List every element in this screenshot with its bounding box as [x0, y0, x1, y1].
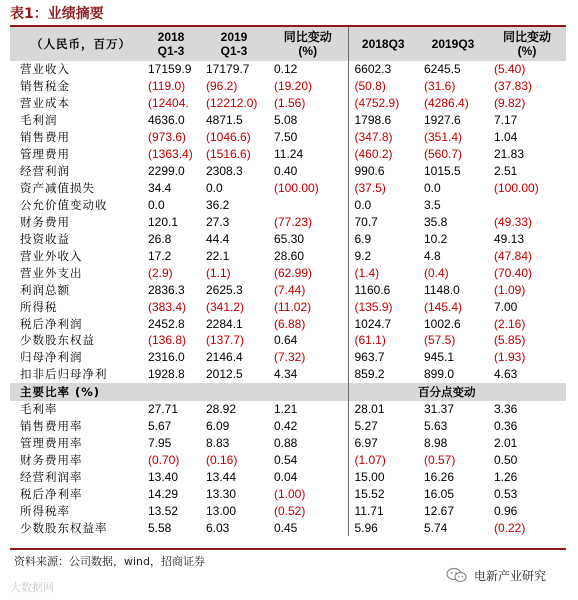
- table-cell: 5.74: [424, 520, 448, 535]
- table-cell: (77.23): [274, 214, 313, 229]
- table-header-row: [10, 27, 566, 61]
- table-cell: (11.02): [274, 299, 312, 314]
- table-cell: (0.22): [494, 520, 526, 535]
- row-label: 财务费用率: [20, 453, 83, 468]
- table-row: [10, 112, 566, 129]
- table-row: [10, 298, 566, 315]
- table-cell: 44.4: [206, 231, 230, 246]
- table-cell: (560.7): [424, 147, 463, 162]
- table-cell: (47.84): [494, 248, 533, 263]
- table-row: [10, 502, 566, 519]
- table-cell: 963.7: [348, 349, 418, 366]
- section-points-label: 百分点变动: [418, 383, 566, 401]
- row-label: 毛利润: [20, 113, 58, 128]
- row-label: 销售税金: [20, 79, 70, 94]
- table-cell: (0.4): [424, 265, 449, 280]
- row-label: 营业外支出: [20, 265, 83, 280]
- table-cell: 945.1: [424, 350, 455, 365]
- table-cell: (1.09): [494, 282, 526, 297]
- bottom-rule: [10, 548, 566, 550]
- table-cell: 0.54: [274, 453, 298, 468]
- table-cell: 22.1: [206, 248, 230, 263]
- table-cell: (100.00): [494, 181, 539, 196]
- table-row: [10, 197, 566, 214]
- table-cell: 1148.0: [424, 282, 460, 297]
- table-cell: 0.12: [274, 62, 298, 77]
- table-row: [10, 213, 566, 230]
- table-cell: (57.5): [424, 333, 456, 348]
- header-2018q3: 2018Q3: [348, 27, 418, 61]
- table-cell: 17179.7: [206, 62, 250, 77]
- table-cell: 859.2: [348, 366, 418, 383]
- table-cell: 6.9: [348, 230, 418, 247]
- section-cell: [348, 383, 418, 401]
- header-unit: （人民币，百万）: [10, 27, 142, 61]
- row-label: 销售费用率: [20, 419, 83, 434]
- table-cell: (1516.6): [206, 147, 251, 162]
- section-label: 主要比率 (%): [10, 383, 142, 401]
- ratios-section-header: [10, 383, 566, 401]
- table-cell: 4.63: [494, 367, 518, 382]
- table-cell: (62.99): [274, 265, 313, 280]
- table-cell: 36.2: [206, 197, 230, 212]
- table-cell: (136.8): [148, 333, 187, 348]
- table-cell: (1.00): [274, 486, 306, 501]
- table-cell: 6.09: [206, 419, 230, 434]
- table-cell: 6.03: [206, 520, 230, 535]
- table-cell: (351.4): [424, 130, 463, 145]
- table-cell: 5.27: [348, 418, 418, 435]
- table-cell: (145.4): [424, 299, 463, 314]
- row-label: 管理费用率: [20, 436, 83, 451]
- table-cell: [488, 197, 566, 214]
- table-cell: 120.1: [148, 214, 179, 229]
- table-cell: (100.00): [274, 181, 319, 196]
- table-row: [10, 366, 566, 383]
- table-cell: [268, 197, 348, 214]
- table-cell: 6245.5: [424, 62, 461, 77]
- table-cell: (49.33): [494, 214, 533, 229]
- table-cell: 21.83: [494, 147, 525, 162]
- table-cell: 0.42: [274, 419, 298, 434]
- table-cell: (12212.0): [206, 96, 258, 111]
- table-row: [10, 315, 566, 332]
- table-cell: 0.88: [274, 436, 298, 451]
- row-label: 税后净利润: [20, 316, 83, 331]
- table-cell: 990.6: [348, 163, 418, 180]
- table-cell: 3.36: [494, 402, 518, 417]
- row-label: 营业成本: [20, 96, 70, 111]
- table-cell: 2452.8: [148, 316, 185, 331]
- table-cell: 49.13: [494, 231, 525, 246]
- section-cell: [268, 383, 348, 401]
- table-row: [10, 230, 566, 247]
- table-cell: 17159.9: [148, 62, 192, 77]
- table-cell: (1046.6): [206, 130, 251, 145]
- table-cell: (1.56): [274, 96, 306, 111]
- table-cell: 1.04: [494, 130, 518, 145]
- table-cell: 1927.6: [424, 113, 461, 128]
- row-label: 销售费用: [20, 130, 70, 145]
- table-cell: 0.0: [206, 181, 223, 196]
- table-cell: 8.83: [206, 436, 230, 451]
- table-cell: 6602.3: [348, 61, 418, 78]
- table-cell: 17.2: [148, 248, 172, 263]
- header-yoy-change: 同比变动 (%): [268, 27, 348, 61]
- table-row: [10, 452, 566, 469]
- table-cell: (137.7): [206, 333, 245, 348]
- table-cell: 2.51: [494, 164, 518, 179]
- table-row: [10, 78, 566, 95]
- table-cell: 2308.3: [206, 164, 243, 179]
- table-cell: 28.92: [206, 402, 237, 417]
- table-cell: (4286.4): [424, 96, 469, 111]
- table-cell: (37.5): [348, 180, 418, 197]
- row-label: 税后净利率: [20, 486, 83, 501]
- table-cell: 2.01: [494, 436, 518, 451]
- table-cell: 0.0: [348, 197, 418, 214]
- table-cell: (0.70): [148, 453, 180, 468]
- table-cell: 15.00: [348, 469, 418, 486]
- table-cell: 2284.1: [206, 316, 243, 331]
- table-cell: 27.3: [206, 214, 230, 229]
- table-cell: 13.52: [148, 503, 179, 518]
- row-label: 财务费用: [20, 214, 70, 229]
- table-cell: 7.00: [494, 299, 518, 314]
- watermark-left: 大数据网: [10, 581, 54, 594]
- table-cell: (1.4): [348, 264, 418, 281]
- table-row: [10, 469, 566, 486]
- results-table: [10, 27, 566, 536]
- table-cell: 0.45: [274, 520, 298, 535]
- table-cell: 0.40: [274, 164, 298, 179]
- table-cell: 7.50: [274, 130, 298, 145]
- table-row: [10, 486, 566, 503]
- table-row: [10, 349, 566, 366]
- row-label: 所得税: [20, 299, 58, 314]
- table-cell: 11.71: [348, 502, 418, 519]
- table-cell: (1.93): [494, 350, 526, 365]
- table-cell: (460.2): [348, 146, 418, 163]
- table-row: [10, 95, 566, 112]
- table-cell: 8.98: [424, 436, 448, 451]
- table-cell: 5.96: [348, 519, 418, 536]
- table-cell: (2.16): [494, 316, 526, 331]
- table-cell: 2316.0: [148, 350, 185, 365]
- table-cell: 28.60: [274, 248, 305, 263]
- table-cell: 13.30: [206, 486, 237, 501]
- table-cell: (70.40): [494, 265, 533, 280]
- table-cell: 11.24: [274, 147, 304, 162]
- table-cell: 5.08: [274, 113, 298, 128]
- table-cell: (37.83): [494, 79, 533, 94]
- row-label: 公允价值变动收: [20, 197, 108, 212]
- table-cell: 14.29: [148, 486, 179, 501]
- row-label: 管理费用: [20, 147, 70, 162]
- table-cell: 27.71: [148, 402, 179, 417]
- table-row: [10, 264, 566, 281]
- table-cell: 4.8: [424, 248, 441, 263]
- section-cell: [142, 383, 200, 401]
- table-cell: (0.52): [274, 503, 306, 518]
- table-cell: 899.0: [424, 367, 455, 382]
- table-cell: (973.6): [148, 130, 187, 145]
- table-cell: 2146.4: [206, 350, 243, 365]
- header-2019q3: 2019Q3: [418, 27, 488, 61]
- table-cell: (383.4): [148, 299, 187, 314]
- row-label: 资产减值损失: [20, 181, 95, 196]
- table-cell: 7.95: [148, 436, 172, 451]
- table-cell: (347.8): [348, 129, 418, 146]
- table-cell: (1.1): [206, 265, 231, 280]
- table-cell: 2625.3: [206, 282, 243, 297]
- table-cell: (5.85): [494, 333, 526, 348]
- row-label: 营业收入: [20, 62, 70, 77]
- table-row: [10, 146, 566, 163]
- table-row: [10, 435, 566, 452]
- table-cell: (12404.: [148, 96, 189, 111]
- table-cell: 31.37: [424, 402, 455, 417]
- table-cell: 16.26: [424, 470, 455, 485]
- table-cell: 1160.6: [348, 281, 418, 298]
- row-label: 经营利润率: [20, 470, 83, 485]
- row-label: 毛利率: [20, 402, 58, 417]
- row-label: 投资收益: [20, 231, 70, 246]
- table-cell: (1363.4): [148, 147, 193, 162]
- table-cell: 5.58: [148, 520, 172, 535]
- row-label: 利润总额: [20, 282, 70, 297]
- table-cell: 16.05: [424, 486, 455, 501]
- table-cell: 0.04: [274, 470, 298, 485]
- table-row: [10, 129, 566, 146]
- table-cell: (19.20): [274, 79, 313, 94]
- table-row: [10, 281, 566, 298]
- table-row: [10, 163, 566, 180]
- table-cell: 4636.0: [148, 113, 185, 128]
- table-cell: 0.0: [424, 181, 441, 196]
- table-cell: 70.7: [348, 213, 418, 230]
- table-row: [10, 401, 566, 418]
- table-cell: (2.9): [148, 265, 173, 280]
- table-cell: 5.67: [148, 419, 172, 434]
- row-label: 归母净利润: [20, 350, 83, 365]
- table-cell: (50.8): [348, 78, 418, 95]
- table-cell: (96.2): [206, 79, 238, 94]
- table-title: 表1：业绩摘要: [10, 6, 104, 22]
- table-cell: (135.9): [348, 298, 418, 315]
- row-label: 经营利润: [20, 164, 70, 179]
- table-cell: 6.97: [348, 435, 418, 452]
- table-cell: (341.2): [206, 299, 245, 314]
- table-cell: 0.36: [494, 419, 518, 434]
- table-cell: 1798.6: [348, 112, 418, 129]
- table-cell: (4752.9): [348, 95, 418, 112]
- table-cell: (31.6): [424, 79, 456, 94]
- table-row: [10, 247, 566, 264]
- table-cell: 2299.0: [148, 164, 185, 179]
- header-2019-q1-3: 2019 Q1-3: [200, 27, 268, 61]
- row-label: 营业外收入: [20, 248, 83, 263]
- table-cell: 2012.5: [206, 367, 243, 382]
- table-cell: 7.17: [494, 113, 518, 128]
- table-cell: 12.67: [424, 503, 455, 518]
- table-cell: (6.88): [274, 316, 306, 331]
- table-row: [10, 180, 566, 197]
- table-cell: (0.16): [206, 453, 238, 468]
- table-cell: 26.8: [148, 231, 172, 246]
- table-cell: 9.2: [348, 247, 418, 264]
- table-cell: 10.2: [424, 231, 448, 246]
- table-cell: (0.57): [424, 453, 456, 468]
- table-cell: 1002.6: [424, 316, 461, 331]
- source-note: 资料来源：公司数据，wind，招商证券: [14, 555, 206, 568]
- table-cell: 3.5: [424, 197, 441, 212]
- table-cell: (5.40): [494, 62, 526, 77]
- row-label: 少数股东权益率: [20, 520, 108, 535]
- table-cell: (61.1): [348, 332, 418, 349]
- table-cell: 0.64: [274, 333, 298, 348]
- table-cell: 0.53: [494, 486, 518, 501]
- table-cell: 0.96: [494, 503, 518, 518]
- table-row: [10, 418, 566, 435]
- watermark-right-text: 电新产业研究: [474, 568, 547, 583]
- table-row: [10, 519, 566, 536]
- table-row: [10, 332, 566, 349]
- table-cell: 13.40: [148, 470, 179, 485]
- table-cell: 0.0: [148, 197, 165, 212]
- table-cell: 4.34: [274, 367, 298, 382]
- table-cell: 4871.5: [206, 113, 243, 128]
- table-row: [10, 61, 566, 78]
- table-cell: 35.8: [424, 214, 448, 229]
- header-q3-yoy-change: 同比变动 (%): [488, 27, 566, 61]
- table-cell: (1.07): [348, 452, 418, 469]
- table-cell: (7.44): [274, 282, 306, 297]
- table-cell: 1024.7: [348, 315, 418, 332]
- table-cell: 13.00: [206, 503, 237, 518]
- row-label: 所得税率: [20, 503, 70, 518]
- wechat-icon: [446, 567, 468, 583]
- table-cell: 5.63: [424, 419, 448, 434]
- table-cell: 1015.5: [424, 164, 461, 179]
- table-cell: 65.30: [274, 231, 305, 246]
- table-cell: 34.4: [148, 181, 172, 196]
- row-label: 扣非后归母净利: [20, 367, 108, 382]
- table-cell: 28.01: [348, 401, 418, 418]
- table-cell: (119.0): [148, 79, 186, 94]
- table-cell: 1.21: [274, 402, 298, 417]
- table-cell: (7.32): [274, 350, 306, 365]
- table-cell: 2836.3: [148, 282, 185, 297]
- watermark-right: [446, 565, 546, 585]
- table-cell: 15.52: [348, 486, 418, 503]
- table-cell: (9.82): [494, 96, 526, 111]
- section-cell: [200, 383, 268, 401]
- table-cell: 0.50: [494, 453, 518, 468]
- table-cell: 1928.8: [148, 367, 185, 382]
- header-2018-q1-3: 2018 Q1-3: [142, 27, 200, 61]
- table-cell: 13.44: [206, 470, 237, 485]
- row-label: 少数股东权益: [20, 333, 95, 348]
- table-cell: 1.26: [494, 470, 518, 485]
